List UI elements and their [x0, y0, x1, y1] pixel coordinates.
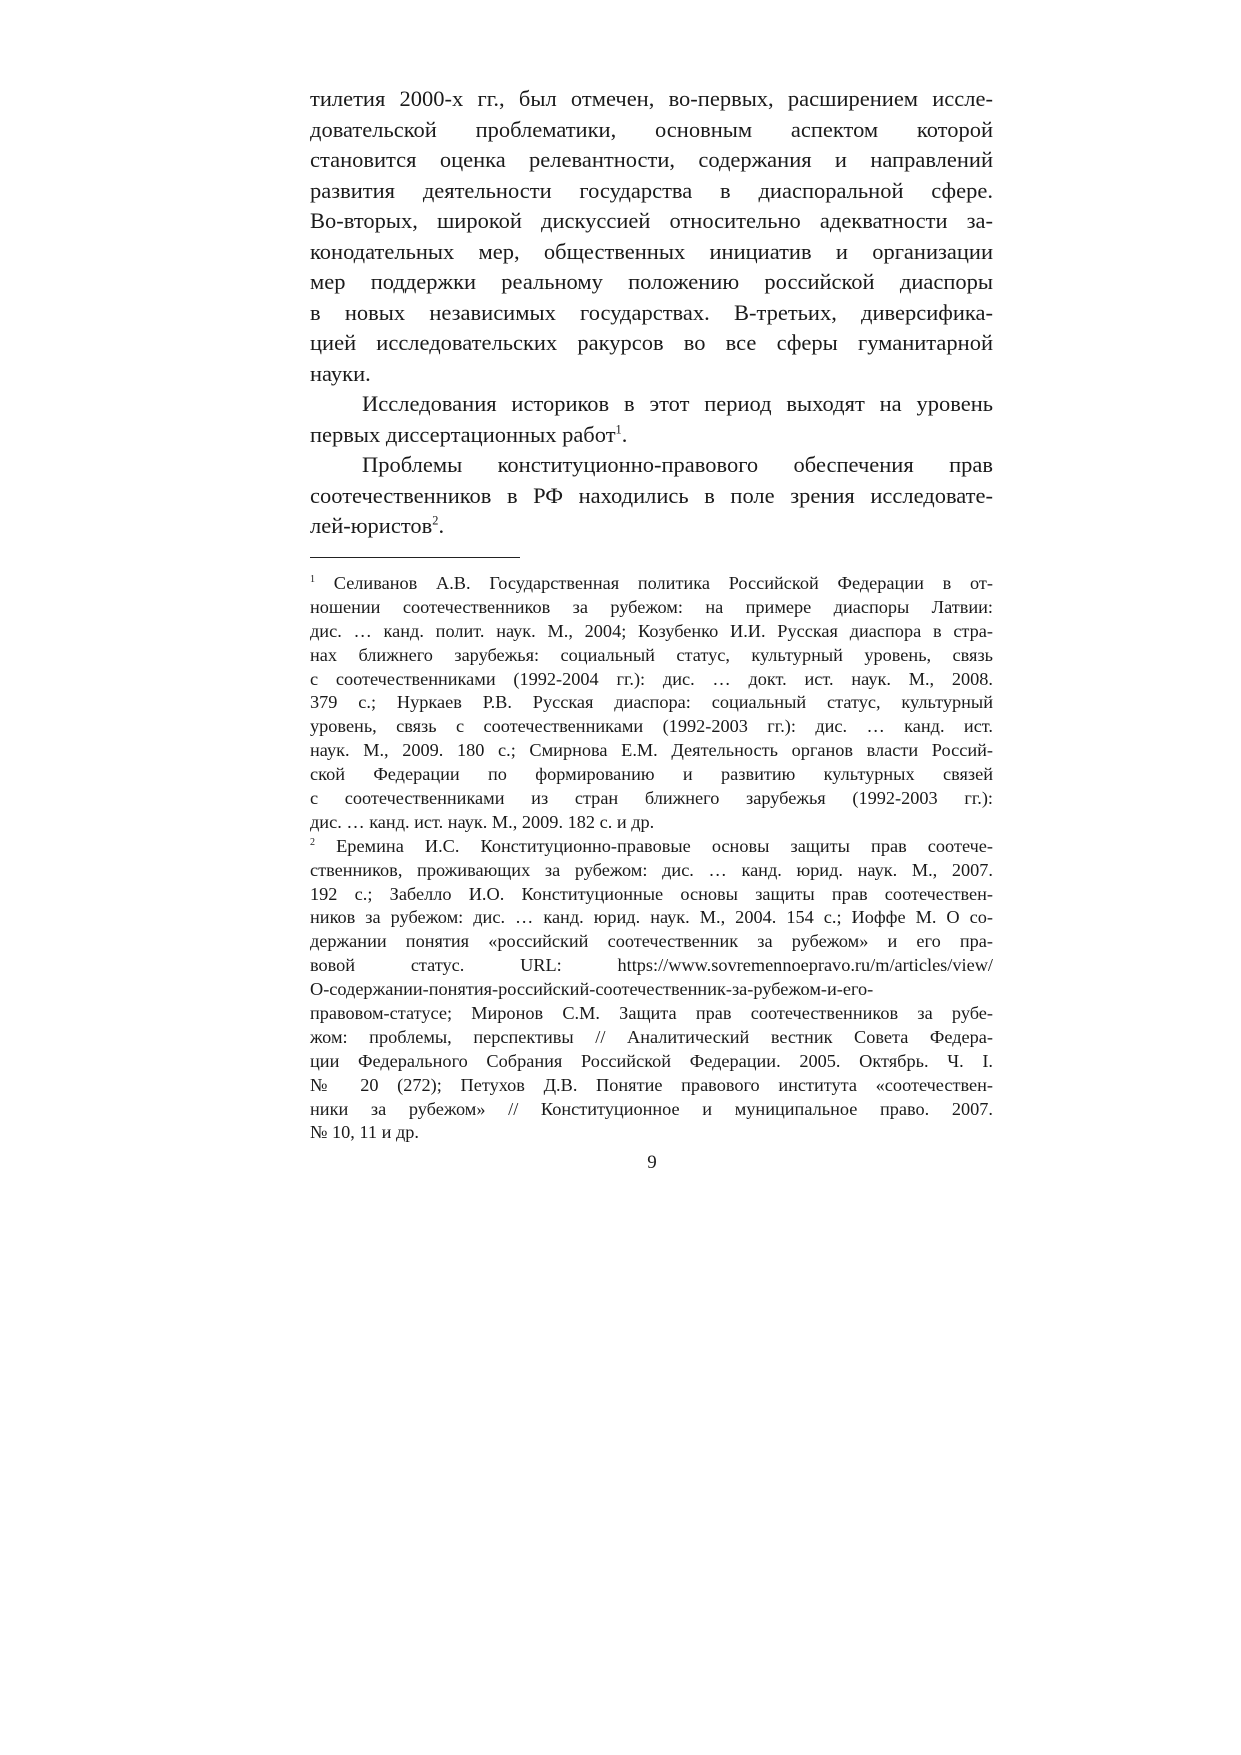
- footnote-text: дис. … канд. полит. наук. М., 2004; Козубенко И.И. Русская диаспора в стра-: [310, 620, 993, 641]
- footnote-text: ственников, проживающих за рубежом: дис. … канд. юрид. наук. М., 2007.: [310, 859, 993, 880]
- line-text: лей-юристов: [310, 513, 433, 538]
- footnote-line: [310, 644, 993, 668]
- footnote-line: [310, 811, 993, 835]
- line-text: цией исследовательских ракурсов во все сферы гуманитарной: [310, 330, 993, 355]
- footnote-text: с соотечественниками (1992-2004 гг.): дис. … докт. ист. наук. М., 2008.: [310, 668, 993, 689]
- footnote-number: 1: [310, 573, 316, 585]
- text-line: [310, 176, 993, 207]
- footnote-text: Еремина И.С. Конституционно-правовые основы защиты прав соотече-: [336, 835, 993, 856]
- footnote-text: уровень, связь с соотечественниками (1992-2003 гг.): дис. … канд. ист.: [310, 716, 993, 737]
- line-text: соотечественников в РФ находились в поле зрения исследовате-: [310, 482, 993, 508]
- text-line: [310, 206, 993, 237]
- footnote-text: ношении соотечественников за рубежом: на примере диаспоры Латвии:: [310, 596, 993, 617]
- footnote-line: [310, 715, 993, 739]
- paragraph: [310, 389, 993, 450]
- footnote-text: № 10, 11 и др.: [310, 1122, 419, 1143]
- line-text: Проблемы конституционно-правового обеспечения прав: [362, 452, 993, 477]
- footnote-line: [310, 930, 993, 954]
- text-line: [310, 450, 993, 481]
- footnote-text: наук. М., 2009. 180 с.; Смирнова Е.М. Деятельность органов власти Россий-: [310, 740, 993, 761]
- footnote-ref: 2: [432, 513, 439, 528]
- line-tail: .: [438, 513, 445, 538]
- footnote-line: [310, 859, 993, 883]
- footnote-text: ники за рубежом» // Конституционное и муниципальное право. 2007.: [310, 1098, 993, 1119]
- footnote-line: [310, 835, 993, 859]
- text-line: [310, 237, 993, 268]
- footnote-line: [310, 1121, 993, 1145]
- footnote-text: нах ближнего зарубежья: социальный статус, культурный уровень, связь: [310, 644, 993, 665]
- main-text: [310, 84, 993, 542]
- footnote-line: [310, 596, 993, 620]
- paragraph: [310, 84, 993, 389]
- footnote-ref: 1: [615, 421, 622, 436]
- footnote-number: 2: [310, 836, 316, 848]
- footnote-text: держании понятия «российский соотечественник за рубежом» и его пра-: [310, 931, 993, 952]
- text-line: [310, 298, 993, 329]
- footnote-text: дис. … канд. ист. наук. М., 2009. 182 с. и др.: [310, 811, 655, 832]
- footnote-text: ции Федерального Собрания Российской Федерации. 2005. Октябрь. Ч. I.: [310, 1050, 993, 1071]
- text-line: [310, 481, 993, 512]
- footnote-text: 379 с.; Нуркаев Р.В. Русская диаспора: социальный статус, культурный: [310, 692, 993, 713]
- footnote-line: [310, 1098, 993, 1122]
- footnote-line: [310, 787, 993, 811]
- line-text: тилетия 2000-х гг., был отмечен, во-первых, расширением иссле-: [310, 86, 993, 111]
- line-text: мер поддержки реальному положению российской диаспоры: [310, 269, 993, 294]
- footnote-text: жом: проблемы, перспективы // Аналитический вестник Совета Федера-: [310, 1026, 993, 1047]
- footnote-line: [310, 572, 993, 596]
- line-text: науки.: [310, 360, 371, 386]
- line-text: Исследования историков в этот период выходят на уровень: [362, 391, 993, 416]
- text-line: [310, 328, 993, 359]
- footnote-line: [310, 1074, 993, 1098]
- footnote-line: [310, 1050, 993, 1074]
- text-line: [310, 267, 993, 298]
- page-number: 9: [647, 1152, 657, 1173]
- text-line: [310, 145, 993, 176]
- line-text: Во-вторых, широкой дискуссией относительно адекватности за-: [310, 208, 993, 233]
- text-line: [310, 511, 993, 542]
- footnote-text: ской Федерации по формированию и развитию культурных связей: [310, 764, 993, 785]
- footnote-text: Селиванов А.В. Государственная политика Российской Федерации в от-: [333, 573, 993, 593]
- line-text: становится оценка релевантности, содержания и направлений: [310, 147, 993, 172]
- footnote-line: [310, 906, 993, 930]
- footnote-line: [310, 883, 993, 907]
- line-text: довательской проблематики, основным аспектом которой: [310, 116, 993, 142]
- paragraph: [310, 450, 993, 542]
- text-line: [310, 389, 993, 420]
- footnote-line: [310, 1026, 993, 1050]
- footnote-text: ников за рубежом: дис. … канд. юрид. наук. М., 2004. 154 с.; Иоффе М. О со-: [310, 907, 993, 928]
- line-text: первых диссертационных работ: [310, 421, 616, 447]
- footnote-line: [310, 620, 993, 644]
- footnote-line: [310, 763, 993, 787]
- text-line: [310, 420, 993, 451]
- footnote-text: правовом-статусе; Миронов С.М. Защита прав соотечественников за рубе-: [310, 1003, 993, 1024]
- footnote-line: [310, 954, 993, 978]
- line-text: развития деятельности государства в диаспоральной сфере.: [310, 177, 993, 203]
- footnote-line: [310, 668, 993, 692]
- line-text: в новых независимых государствах. В-третьих, диверсифика-: [310, 299, 993, 325]
- footnote-line: [310, 978, 993, 1002]
- text-line: [310, 115, 993, 146]
- footnote-text: № 20 (272); Петухов Д.В. Понятие правового института «соотечествен-: [310, 1074, 993, 1095]
- footnote-text: с соотечественниками из стран ближнего зарубежья (1992-2003 гг.):: [310, 788, 993, 809]
- footnote-separator: [310, 557, 520, 558]
- text-line: [310, 84, 993, 115]
- footnote-line: [310, 691, 993, 715]
- footnotes: [310, 572, 993, 1145]
- line-tail: .: [621, 421, 628, 447]
- text-line: [310, 359, 993, 390]
- footnote-text: О-содержании-понятия-российский-соотечественник-за-рубежом-и-его-: [310, 979, 874, 1000]
- footnote-2: [310, 835, 993, 1146]
- footnote-line: [310, 739, 993, 763]
- footnote-1: [310, 572, 993, 835]
- footnote-text: 192 с.; Забелло И.О. Конституционные основы защиты прав соотечествен-: [310, 883, 993, 904]
- line-text: конодательных мер, общественных инициатив и организации: [310, 238, 993, 264]
- footnote-line: [310, 1002, 993, 1026]
- footnote-text: вовой статус. URL: https://www.sovremennoepravo.ru/m/articles/view/: [310, 955, 993, 976]
